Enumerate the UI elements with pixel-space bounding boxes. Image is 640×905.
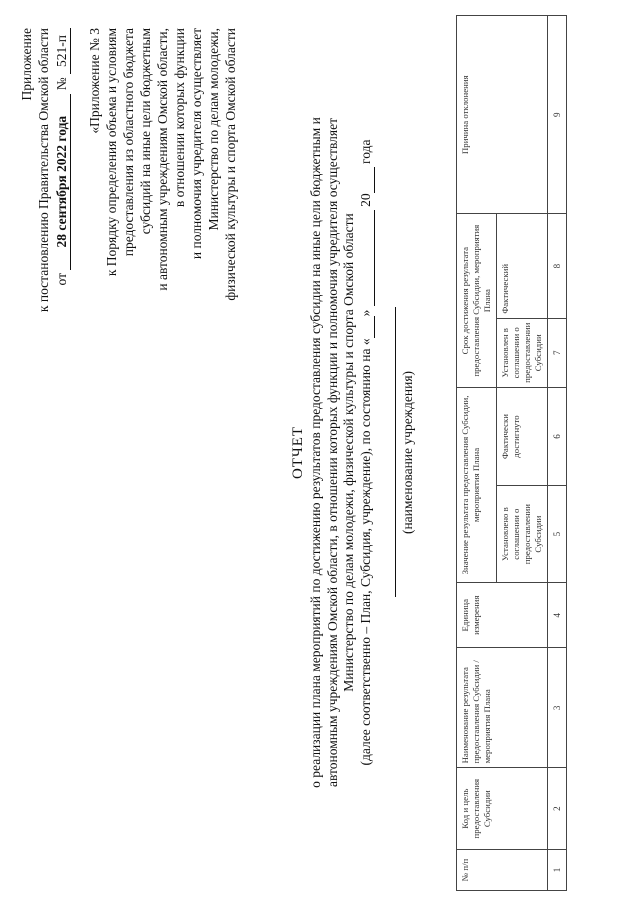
number-label: № [54,77,69,91]
from-label: от [54,273,69,286]
column-number: 3 [548,648,567,768]
report-line4-mid1: » [357,309,373,317]
subheader-deadline-actual: Фактический [497,214,548,318]
column-number: 6 [548,387,567,485]
report-line3: Министерство по делам молодежи, физической культуры и спорта Омской области [341,213,356,692]
column-number: 7 [548,318,567,387]
annex-line: и автономным учреждениям Омской области, [155,28,170,291]
day-blank [358,316,376,338]
column-number: 4 [548,583,567,648]
annex-line: «Приложение № 3 [87,28,102,134]
column-number: 8 [548,214,567,318]
table-header-row [457,16,497,891]
annex-line: физической культуры и спорта Омской области [223,28,238,301]
header-cell-code: Код и цель предоставления Субсидии [457,768,548,850]
header-line3 [53,28,71,448]
report-line1: о реализации плана мероприятий по достижению результатов предоставления субсидии на иные цели бюджетным и [308,117,323,788]
decree-date: 28 сентября 2022 года [53,94,71,270]
report-line4-post: года [357,139,373,164]
report-description [308,20,375,885]
report-line4-year: 20 [357,193,373,207]
header-cell-num: № п/п [457,849,548,890]
header-cell-unit: Единица измерения [457,583,548,648]
report-title: ОТЧЕТ [290,425,306,480]
institution-caption: (наименование учреждения) [395,308,416,598]
header-cell-reason: Причина отклонения [457,16,548,214]
header-cell-value: Значение результата предоставления Субсидии, мероприятия Плана [457,387,497,582]
header-cell-result-name: Наименование результата предоставления Субсидии / мероприятия Плана [457,648,548,768]
header-cell-deadline: Срок достижения результата предоставления Субсидии, мероприятия Плана [457,214,497,387]
annex-line: предоставления из областного бюджета [121,28,136,257]
column-number: 5 [548,486,567,583]
annex-block [86,28,239,468]
annex-line: в отношении которых функции [172,28,187,208]
annex-line: и полномочия учредителя осуществляет [189,28,204,260]
annex-line: Министерство по делам молодежи, [206,28,221,231]
subheader-value-planned: Установлено в соглашении о предоставлении Субсидии [497,486,548,583]
column-number: 1 [548,849,567,890]
month-blank [358,210,376,306]
institution-name-field [395,0,416,905]
table-number-row [548,16,567,891]
subheader-value-actual: Фактически достигнуто [497,387,548,485]
column-number: 9 [548,16,567,214]
report-line2: автономным учреждениям Омской области, в отношении которых функции и полномочия учредителя осуществляет [324,118,340,787]
subheader-deadline-planned: Установлен в соглашении о предоставлении Субсидии [497,318,548,387]
column-number: 2 [548,768,567,850]
header-block [18,28,71,448]
report-line4-pre: (далее соответственно – План, Субсидия, учреждение), по состоянию на « [357,338,373,766]
year-blank [358,167,376,193]
header-line2: к постановлению Правительства Омской области [36,28,51,313]
report-line4 [358,20,376,885]
header-line1: Приложение [19,28,34,101]
decree-number: 521-п [53,28,71,74]
annex-line: субсидий на иные цели бюджетным [138,28,153,235]
annex-line: к Порядку определения объема и условиям [104,28,119,277]
report-table [456,15,567,891]
